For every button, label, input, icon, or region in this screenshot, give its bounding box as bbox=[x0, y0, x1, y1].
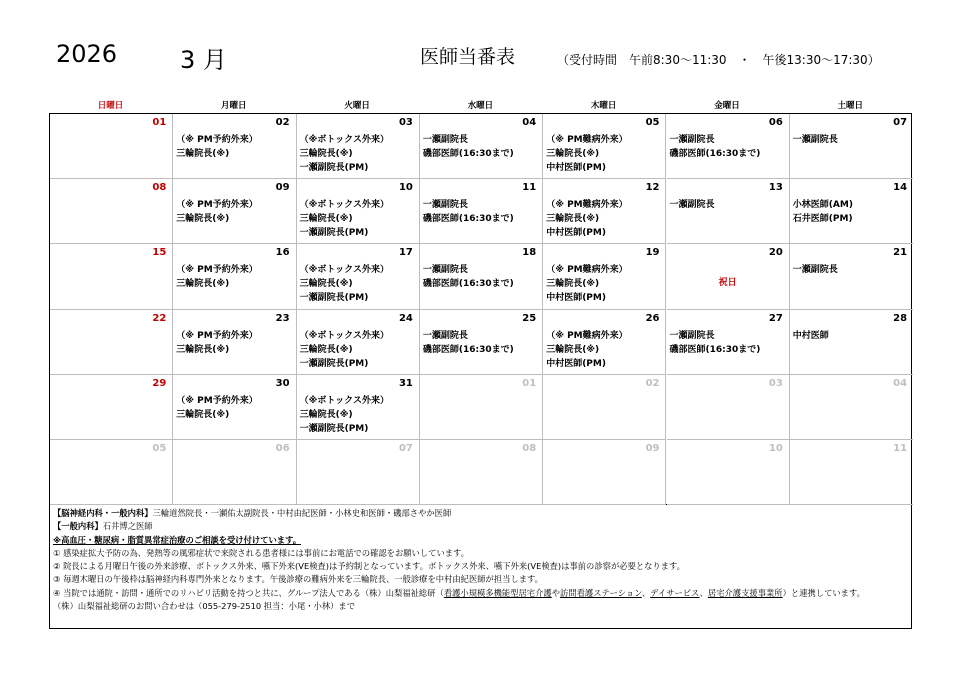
day-cell bbox=[543, 310, 666, 375]
note-line: ※高血圧・糖尿病・脂質異常症治療のご相談を受け付けています。 bbox=[53, 534, 302, 545]
day-number: 02 bbox=[645, 377, 660, 389]
day-number: 04 bbox=[522, 117, 537, 128]
duty-entry: 一瀬副院長(PM) bbox=[299, 423, 369, 434]
day-cell bbox=[297, 179, 420, 244]
duty-entry: 一瀬副院長 bbox=[792, 265, 838, 276]
duty-entry: （※ PM難病外来） bbox=[546, 135, 628, 145]
duty-list bbox=[670, 329, 761, 357]
day-cell bbox=[420, 244, 543, 309]
day-cell bbox=[790, 179, 913, 244]
duty-entry: 中村医師(PM) bbox=[546, 228, 606, 239]
duty-entry: 磯部医師(16:30まで) bbox=[669, 344, 761, 355]
day-cell bbox=[297, 375, 420, 440]
note-text: ④ 当院では通院・訪問・通所でのリハビリ活動を持つと共に、グループ法人である（株）山梨福祉総研（ bbox=[53, 587, 444, 598]
day-cell bbox=[420, 179, 543, 244]
duty-entry: 三輪院長(※) bbox=[299, 279, 353, 290]
duty-entry: （※ PM難病外来） bbox=[546, 330, 628, 341]
day-number: 05 bbox=[645, 117, 660, 128]
note-text: 石井博之医師 bbox=[102, 521, 153, 532]
day-number: 09 bbox=[645, 443, 660, 454]
day-number: 01 bbox=[152, 117, 167, 128]
note-line: ② 院長による月曜日午後の外来診療、ボトックス外来、嚥下外来(VE検査)は予約制となっています。ボトックス外来、嚥下外来(VE検査)は事前の診察が必要となります。 bbox=[53, 561, 685, 572]
day-cell bbox=[173, 440, 296, 505]
day-cell bbox=[667, 440, 790, 505]
duty-entry: 一瀬副院長 bbox=[669, 330, 715, 341]
day-cell bbox=[790, 375, 913, 440]
duty-list bbox=[176, 263, 257, 291]
day-number: 09 bbox=[275, 182, 290, 194]
note-line: ① 感染症拡大予防の為、発熱等の風邪症状で来院される患者様には事前にお電話での確認をお願いしています。 bbox=[53, 547, 469, 558]
note-line: ③ 毎週木曜日の午後枠は脳神経内科専門外来となります。午後診療の難病外来を三輪院長、一般診療を中村由紀医師が担当します。 bbox=[53, 574, 543, 585]
day-cell bbox=[420, 440, 543, 505]
duty-list bbox=[423, 133, 514, 161]
duty-list bbox=[423, 263, 514, 291]
day-number: 10 bbox=[768, 443, 783, 454]
duty-list bbox=[300, 133, 389, 175]
day-number: 23 bbox=[275, 312, 290, 324]
duty-entry: 三輪院長(※) bbox=[176, 149, 230, 159]
day-number: 25 bbox=[522, 312, 537, 324]
note-text: 、 bbox=[641, 587, 651, 598]
calendar-grid bbox=[49, 113, 912, 505]
day-number: 15 bbox=[152, 247, 167, 259]
day-number: 12 bbox=[645, 182, 660, 194]
note-heading: 【一般内科】 bbox=[53, 521, 103, 532]
weekday-label: 土曜日 bbox=[837, 101, 864, 111]
duty-entry: 三輪院長(※) bbox=[176, 214, 230, 225]
day-cell bbox=[50, 310, 173, 375]
day-cell bbox=[790, 440, 913, 505]
day-cell bbox=[50, 440, 173, 505]
duty-entry: 一瀬副院長(PM) bbox=[299, 358, 369, 369]
duty-list bbox=[423, 198, 514, 226]
day-number: 01 bbox=[522, 377, 537, 389]
year-label: 2026 bbox=[56, 40, 118, 68]
day-cell bbox=[667, 244, 790, 309]
duty-entry: 一瀬副院長 bbox=[422, 330, 468, 341]
page-title: 医師当番表 bbox=[420, 46, 516, 68]
note-line bbox=[53, 507, 911, 520]
duty-entry: 三輪院長(※) bbox=[546, 149, 600, 159]
holiday-label: 祝日 bbox=[718, 278, 737, 289]
duty-list bbox=[176, 329, 257, 357]
duty-entry: （※ PM予約外来） bbox=[176, 135, 258, 145]
day-number: 31 bbox=[398, 377, 413, 389]
duty-list bbox=[176, 133, 257, 161]
reception-hours: （受付時間 午前8:30～11:30 ・ 午後13:30～17:30） bbox=[557, 53, 880, 67]
duty-list bbox=[793, 133, 838, 147]
day-number: 04 bbox=[893, 377, 908, 389]
duty-entry: 中村医師(PM) bbox=[546, 293, 606, 304]
duty-entry: 中村医師(PM) bbox=[546, 358, 606, 369]
weekday-label: 木曜日 bbox=[590, 101, 617, 111]
duty-entry: 三輪院長(※) bbox=[546, 279, 600, 290]
day-cell bbox=[420, 375, 543, 440]
duty-entry: （※ PM予約外来） bbox=[176, 265, 258, 276]
day-number: 02 bbox=[275, 117, 290, 128]
note-text: や bbox=[551, 587, 561, 598]
day-number: 14 bbox=[893, 182, 908, 194]
duty-entry: （※ PM予約外来） bbox=[176, 330, 258, 341]
day-cell bbox=[790, 310, 913, 375]
day-cell bbox=[297, 440, 420, 505]
duty-list bbox=[793, 329, 829, 343]
duty-entry: 磯部医師(16:30まで) bbox=[422, 344, 514, 355]
duty-list bbox=[546, 198, 627, 240]
day-cell bbox=[420, 114, 543, 179]
duty-entry: 一瀬副院長 bbox=[422, 135, 468, 145]
day-cell bbox=[297, 310, 420, 375]
day-number: 03 bbox=[768, 377, 783, 389]
day-cell bbox=[50, 179, 173, 244]
duty-list bbox=[793, 263, 838, 277]
duty-entry: 一瀬副院長(PM) bbox=[299, 163, 369, 173]
duty-entry: 三輪院長(※) bbox=[546, 344, 600, 355]
duty-list bbox=[793, 198, 853, 226]
day-number: 21 bbox=[893, 247, 908, 259]
day-number: 19 bbox=[645, 247, 660, 259]
day-cell bbox=[297, 244, 420, 309]
day-number: 08 bbox=[152, 182, 167, 194]
duty-entry: 一瀬副院長 bbox=[792, 135, 838, 145]
day-cell bbox=[50, 375, 173, 440]
day-cell bbox=[790, 244, 913, 309]
day-number: 05 bbox=[152, 443, 167, 454]
day-number: 11 bbox=[522, 182, 537, 194]
duty-list bbox=[546, 133, 627, 175]
weekday-label: 火曜日 bbox=[344, 101, 370, 111]
day-cell bbox=[667, 310, 790, 375]
duty-entry: 磯部医師(16:30まで) bbox=[422, 279, 514, 290]
duty-entry: 一瀬副院長(PM) bbox=[299, 228, 369, 239]
day-number: 18 bbox=[522, 247, 537, 259]
day-number: 08 bbox=[522, 443, 537, 454]
duty-entry: （※ボトックス外来） bbox=[299, 135, 389, 145]
service-link: 訪問看護ステーション bbox=[560, 587, 642, 598]
duty-list bbox=[300, 198, 389, 240]
duty-entry: 一瀬副院長 bbox=[422, 200, 468, 211]
day-number: 28 bbox=[893, 312, 908, 324]
duty-list bbox=[423, 329, 514, 357]
duty-entry: （※ PM予約外来） bbox=[176, 200, 258, 211]
service-link: 居宅介護支援事業所 bbox=[707, 587, 783, 598]
duty-list bbox=[176, 394, 257, 422]
day-cell bbox=[667, 375, 790, 440]
duty-entry: 中村医師(PM) bbox=[546, 163, 606, 173]
day-number: 16 bbox=[275, 247, 290, 259]
duty-list bbox=[546, 329, 627, 371]
duty-list bbox=[300, 394, 389, 436]
duty-entry: 石井医師(PM) bbox=[792, 214, 853, 225]
month-label: 3 月 bbox=[180, 46, 227, 74]
duty-entry: 三輪院長(※) bbox=[299, 344, 353, 355]
service-link: 看護小規模多機能型居宅介護 bbox=[443, 587, 552, 598]
duty-entry: 一瀬副院長 bbox=[669, 200, 715, 211]
day-number: 03 bbox=[398, 117, 413, 128]
day-cell bbox=[173, 114, 296, 179]
day-number: 20 bbox=[768, 247, 783, 259]
note-text: 三輪道然院長・一瀬佑太副院長・中村由紀医師・小林史和医師・磯部さやか医師 bbox=[152, 508, 452, 518]
day-cell bbox=[543, 114, 666, 179]
weekday-label: 月曜日 bbox=[221, 101, 247, 111]
service-link: デイサービス bbox=[650, 587, 700, 598]
duty-entry: 三輪院長(※) bbox=[299, 149, 353, 159]
note-heading: 【脳神経内科・一般内科】 bbox=[53, 508, 153, 518]
day-number: 30 bbox=[275, 377, 290, 389]
weekday-label: 日曜日 bbox=[97, 101, 124, 111]
duty-entry: （※ PM予約外来） bbox=[176, 395, 258, 406]
duty-entry: 磯部医師(16:30まで) bbox=[422, 149, 514, 159]
note-text: 、 bbox=[699, 587, 708, 598]
duty-list bbox=[546, 263, 627, 305]
duty-entry: 一瀬副院長 bbox=[422, 265, 468, 276]
duty-entry: （※ PM難病外来） bbox=[546, 265, 628, 276]
day-cell bbox=[173, 244, 296, 309]
day-number: 06 bbox=[768, 117, 783, 128]
day-cell bbox=[50, 114, 173, 179]
duty-entry: 磯部医師(16:30まで) bbox=[669, 149, 761, 159]
day-number: 10 bbox=[398, 182, 413, 194]
duty-list bbox=[176, 198, 257, 226]
duty-list bbox=[670, 133, 761, 161]
day-cell bbox=[420, 310, 543, 375]
duty-entry: 一瀬副院長 bbox=[669, 135, 715, 145]
duty-list bbox=[300, 329, 389, 371]
duty-entry: （※ PM難病外来） bbox=[546, 200, 628, 211]
note-line: （株）山梨福祉総研のお問い合わせは（055-279-2510 担当：小尾・小林）まで bbox=[53, 601, 356, 612]
duty-entry: 小林医師(AM) bbox=[792, 200, 853, 211]
day-cell bbox=[667, 179, 790, 244]
duty-entry: 三輪院長(※) bbox=[176, 279, 230, 290]
day-number: 11 bbox=[893, 443, 908, 454]
duty-entry: （※ボトックス外来） bbox=[299, 395, 389, 406]
day-number: 13 bbox=[768, 182, 783, 194]
day-cell bbox=[543, 244, 666, 309]
day-cell bbox=[173, 375, 296, 440]
duty-list bbox=[670, 198, 715, 212]
duty-entry: （※ボトックス外来） bbox=[299, 265, 389, 276]
day-cell bbox=[543, 179, 666, 244]
duty-entry: 中村医師 bbox=[792, 330, 829, 341]
day-cell bbox=[790, 114, 913, 179]
day-number: 07 bbox=[398, 443, 413, 454]
day-number: 29 bbox=[152, 377, 167, 389]
day-number: 06 bbox=[275, 443, 290, 454]
day-cell bbox=[173, 179, 296, 244]
duty-list bbox=[300, 263, 389, 305]
day-number: 27 bbox=[768, 312, 783, 324]
weekday-label: 金曜日 bbox=[714, 101, 740, 111]
weekday-header bbox=[49, 99, 912, 113]
duty-entry: 磯部医師(16:30まで) bbox=[422, 214, 514, 225]
note-line bbox=[53, 520, 911, 533]
duty-entry: （※ボトックス外来） bbox=[299, 330, 389, 341]
duty-entry: 一瀬副院長(PM) bbox=[299, 293, 369, 304]
day-cell bbox=[543, 440, 666, 505]
day-number: 07 bbox=[893, 117, 908, 128]
day-number: 17 bbox=[398, 247, 413, 259]
day-cell bbox=[297, 114, 420, 179]
notes-section bbox=[49, 505, 912, 629]
duty-entry: 三輪院長(※) bbox=[299, 409, 353, 420]
day-cell bbox=[173, 310, 296, 375]
duty-entry: （※ボトックス外来） bbox=[299, 200, 389, 211]
weekday-label: 水曜日 bbox=[467, 101, 494, 111]
day-cell bbox=[50, 244, 173, 309]
day-number: 26 bbox=[645, 312, 660, 324]
day-number: 24 bbox=[398, 312, 413, 324]
day-cell bbox=[543, 375, 666, 440]
day-number: 22 bbox=[152, 312, 167, 324]
duty-entry: 三輪院長(※) bbox=[299, 214, 353, 225]
duty-entry: 三輪院長(※) bbox=[546, 214, 600, 225]
day-cell bbox=[667, 114, 790, 179]
note-text: ）と連携しています。 bbox=[782, 587, 865, 598]
duty-entry: 三輪院長(※) bbox=[176, 344, 230, 355]
duty-entry: 三輪院長(※) bbox=[176, 409, 230, 420]
note-line bbox=[53, 587, 911, 600]
